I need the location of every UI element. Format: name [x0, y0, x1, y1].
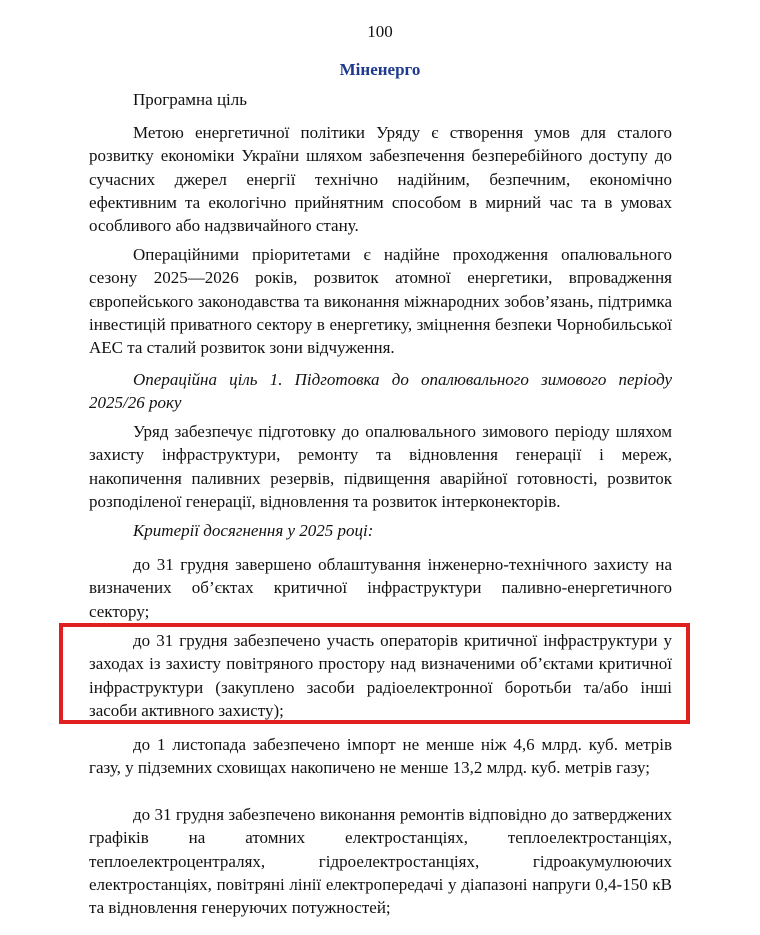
government-provides-paragraph: Уряд забезпечує підготовку до опалювального зимового періоду шляхом захисту інфраструктури, ремонту та відновлення генерації і мереж, накопичення паливних резервів, підвищення аварійної готовності, розвиток розподіленої генерації, відновлення та розвиток інтерконекторів. — [89, 422, 672, 511]
highlight-frame — [59, 623, 690, 724]
page-number: 100 — [367, 22, 393, 41]
criterion-repairs: до 31 грудня забезпечено виконання ремонтів відповідно до затверджених графіків на атомних електростанціях, теплоелектростанціях, теплоелектроцентралях, гідроелектростанціях, гідроакумулюючих електростанціях, повітряні лінії електропередачі у діапазоні напруги 0,4-150 кВ та відновлення генеруючих потужностей; — [89, 805, 672, 918]
priorities-paragraph: Операційними пріоритетами є надійне проходження опалювального сезону 2025—2026 років, розвиток атомної енергетики, впровадження європейського законодавства та виконання міжнародних зобов’язань, підтримка інвестицій приватного сектору в енергетику, зміцнення безпеки Чорнобильської АЕС та сталий розвиток зони відчуження. — [89, 245, 672, 358]
criteria-label: Критерії досягнення у 2025 році: — [133, 521, 374, 540]
operational-goal-heading: Операційна ціль 1. Підготовка до опалювального зимового періоду 2025/26 року — [89, 370, 672, 413]
policy-goal-paragraph: Метою енергетичної політики Уряду є створення умов для сталого розвитку економіки України шляхом забезпечення безперебійного доступу до сучасних джерел енергії технічно надійним, безпечним, економічно ефективним та екологічно прийнятним способом в мирний час та в умовах особливого або надзвичайного стану. — [89, 123, 672, 236]
criterion-gas-import: до 1 листопада забезпечено імпорт не менше ніж 4,6 млрд. куб. метрів газу, у підземних сховищах накопичено не менше 13,2 млрд. куб. метрів газу; — [89, 735, 672, 778]
criterion-airspace-protection: до 31 грудня забезпечено участь операторів критичної інфраструктури у заходах із захисту повітряного простору над визначеними об’єктами критичної інфраструктури (закуплено засоби радіоелектронної боротьби та/або інші засоби активного захисту); — [89, 631, 672, 720]
criterion-infrastructure-protection: до 31 грудня завершено облаштування інженерно-технічного захисту на визначених об’єктах критичної інфраструктури паливно-енергетичного сектору; — [89, 555, 672, 621]
ministry-heading: Міненерго — [339, 60, 421, 79]
program-goal-label: Програмна ціль — [133, 90, 248, 109]
